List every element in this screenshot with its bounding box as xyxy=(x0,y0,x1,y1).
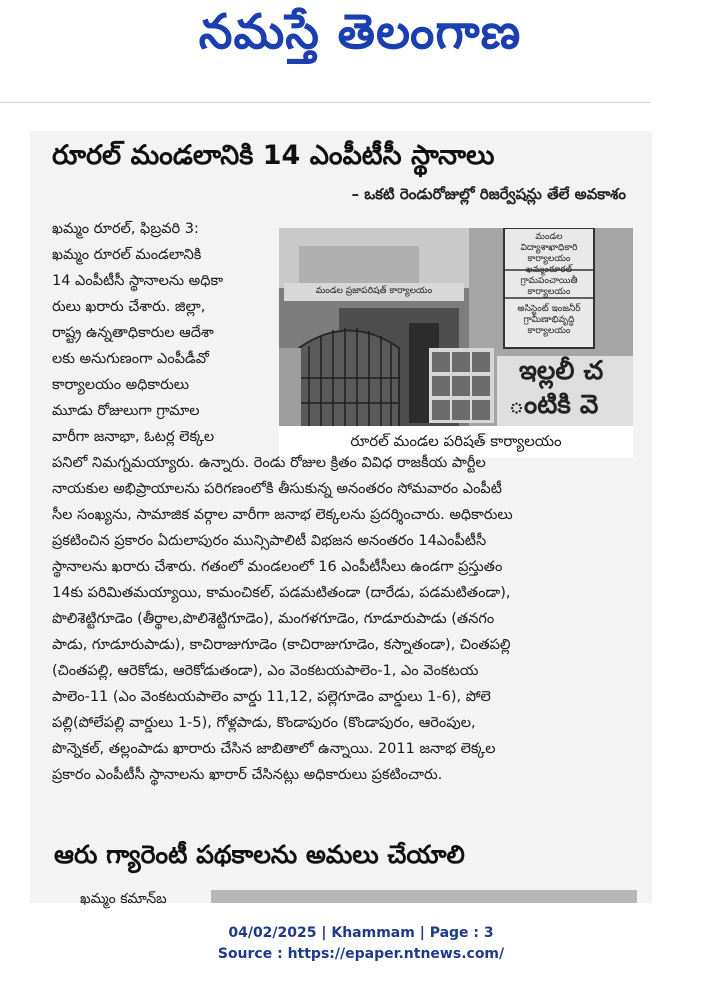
body-line: నాయకుల అభిప్రాయాలను పరిగణంలోకి తీసుకున్న అనంతరం సోమవారం ఎంపీటీ xyxy=(52,481,502,497)
board-panchayat-office: గ్రామపంచాయితీ కార్యాలయం xyxy=(520,276,578,297)
body-line: రులు ఖరారు చేశారు. జిల్లా, xyxy=(52,299,206,315)
article-headline: రూరల్ మండలానికి 14 ఎంపీటీసీ స్థానాలు xyxy=(52,140,495,171)
body-line: స్థానాలను ఖరారు చేశారు. గతంలో మండలంలో 16 ఎంపీటీసీలు ఉండగా ప్రస్తుతం xyxy=(52,559,503,575)
masthead xyxy=(0,0,722,100)
body-line: కార్యాలయం అధికారులు xyxy=(52,377,190,393)
body-line: పొలిశెట్టిగూడెం (తీర్థాల,పొలిశెట్టిగూడెం), మంగళగూడెం, గూడూరుపాడు (తనగం xyxy=(52,611,495,627)
board-education-office: మండల విద్యాశాఖాధికారి కార్యాలయం ఖమ్మంరూరల్ xyxy=(520,232,578,275)
second-article-first-line: ఖమ్మం కమాన్‌బ xyxy=(80,891,167,907)
body-line: 14 ఎంపీటీసీ స్థానాలను అధికా xyxy=(52,273,224,289)
second-article-headline: ఆరు గ్యారెంటీ పథకాలను అమలు చేయాలి xyxy=(54,840,465,869)
body-line: ఖమ్మం రూరల్ మండలానికి xyxy=(52,247,202,263)
body-line: మూడు రోజులుగా గ్రామాల xyxy=(52,403,200,419)
body-line: సీల సంఖ్యను, సామాజిక వర్గాల వారీగా జనాభ లెక్కలను ప్రదర్శించారు. అధికారులు xyxy=(52,507,513,523)
body-line: లకు అనుగుణంగా ఎంపీడీవో xyxy=(52,351,209,367)
article-subheadline: – ఒకటి రెండురోజుల్లో రిజర్వేషన్లు తేలే అవకాశం xyxy=(351,185,626,203)
body-line: వారీగా జనాభా, ఓటర్ల లెక్కల xyxy=(52,429,215,445)
body-line: ఖమ్మం రూరల్, ఫిబ్రవరి 3: xyxy=(52,221,199,237)
body-line: (చింతపల్లి, ఆరెకోడు, ఆరెకోడుతండా), ఎం వెంకటయపాలెం-1, ఎం వెంకటయ xyxy=(52,663,479,679)
masthead-divider xyxy=(0,102,650,103)
body-line: పనిలో నిమగ్నమయ్యారు. ఉన్నారు. రెండు రోజుల క్రితం వివిధ రాజకీయ పార్టీల xyxy=(52,455,486,471)
photo-caption: రూరల్ మండల పరిషత్ కార్యాలయం xyxy=(279,426,633,458)
body-line: పాలెం-11 (ఎం వెంకటయపాలెం వార్డు 11,12, పల్లెగూడెం వార్డులు 1-6), పోలె xyxy=(52,689,491,705)
wall-writing-line-2: ంటికి వె xyxy=(509,390,599,420)
body-line: ప్రకారం ఎంపీటీసీ స్థానాలను ఖారార్ చేసినట్లు అధికారులు ప్రకటించారు. xyxy=(52,767,443,783)
board-engineer-office: అసిస్టెంట్ ఇంజనీర్ గ్రామీణాభివృద్ధి కార్యాలయం xyxy=(517,304,581,336)
body-line: ప్రకటించిన ప్రకారం ఏదులాపురం మున్సిపాలిటీ విభజన అనంతరం 14ఎంపీటీసీ xyxy=(52,533,487,549)
body-line: రాష్ట్ర ఉన్నతాధికారుల ఆదేశా xyxy=(52,325,214,341)
body-line: పల్లి(పోలేపల్లి వార్డులు 1-5), గోళ్లపాడు, కొండాపురం (కొండాపురం, ఆరెంపుల, xyxy=(52,715,476,731)
wall-writing-line-1: ఇల్లలీ చ xyxy=(519,356,604,386)
body-line: పాడు, గూడూరుపాడు), కాచిరాజుగూడెం (కాచిరాజుగూడెం, కస్నాతండా), చింతపల్లి xyxy=(52,637,511,653)
article-photo xyxy=(279,228,633,458)
second-article-photo xyxy=(211,890,637,903)
body-line: 14కు పరిమితమయ్యాయి, కామంచికల్, పడమటితండా (దారేడు, పడమటితండా), xyxy=(52,585,511,601)
building-sign: మండల ప్రజాపరిషత్ కార్యాలయం xyxy=(315,286,433,296)
body-line: పొన్నెకల్, తల్లంపాడు ఖారారు చేసిన జాబితాలో ఉన్నాయి. 2011 జనాభ లెక్కల xyxy=(52,741,496,757)
source-link[interactable]: Source : https://epaper.ntnews.com/ xyxy=(217,946,505,962)
masthead-title: నమస్తే తెలంగాణ xyxy=(198,4,522,60)
edition-info: 04/02/2025 | Khammam | Page : 3 xyxy=(228,925,494,941)
